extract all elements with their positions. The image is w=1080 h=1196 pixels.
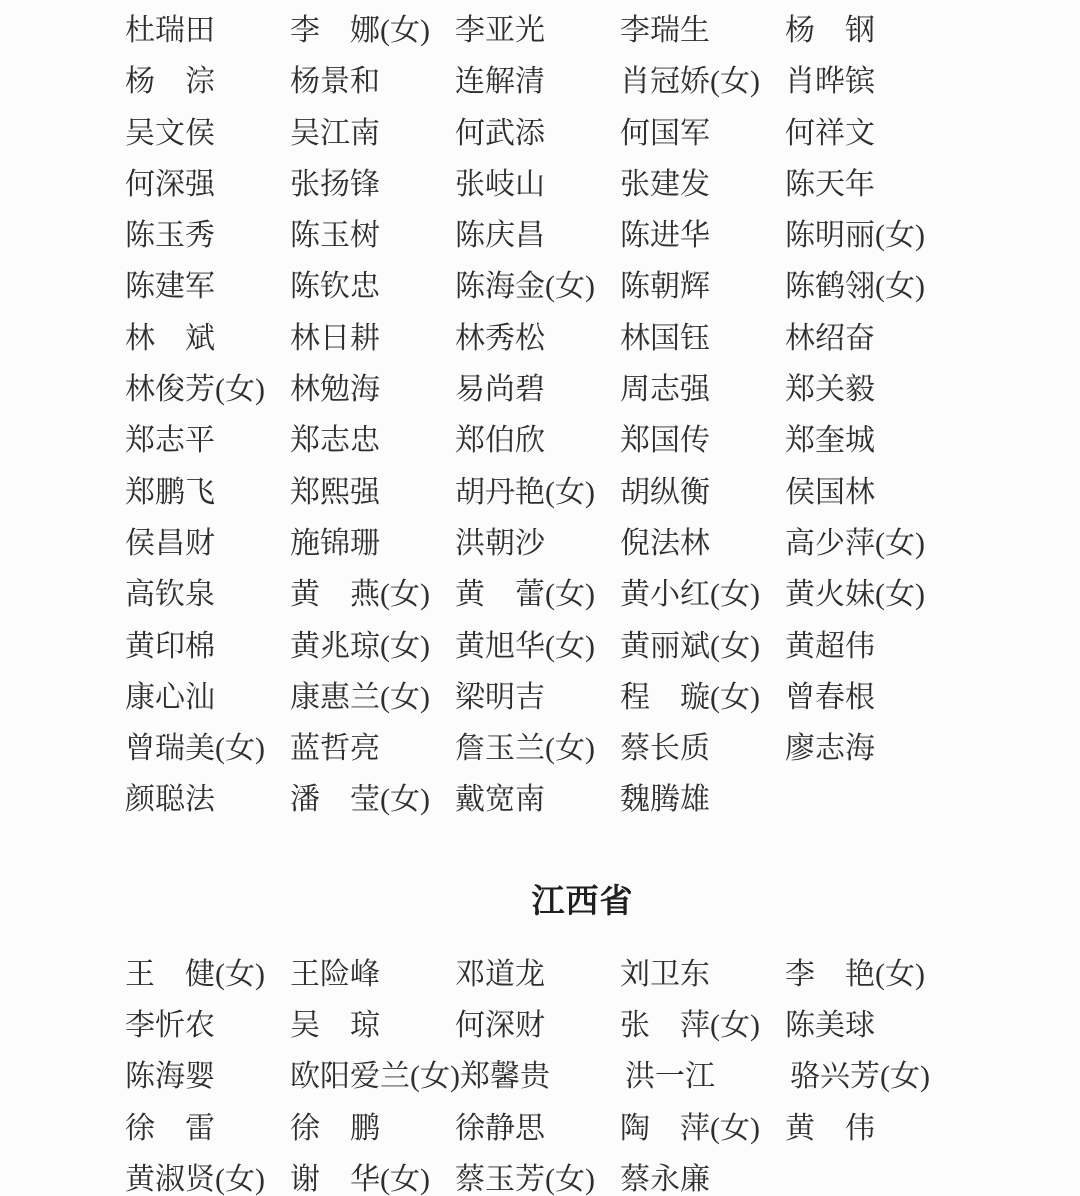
person-name: 魏腾雄 bbox=[620, 783, 710, 817]
name-row bbox=[125, 261, 1040, 312]
person-name: 杨景和 bbox=[290, 65, 380, 99]
person-name: 黄旭华(女) bbox=[455, 629, 595, 663]
person-name: 李亚光 bbox=[455, 14, 545, 47]
name-row bbox=[125, 518, 1040, 569]
person-name: 吴文侯 bbox=[125, 116, 215, 150]
name-row bbox=[125, 108, 1040, 159]
person-name: 戴宽南 bbox=[455, 783, 545, 817]
person-name: 陈庆昌 bbox=[455, 219, 545, 253]
name-row bbox=[125, 159, 1040, 210]
person-name: 何深财 bbox=[455, 1009, 545, 1043]
person-name: 陈建军 bbox=[125, 270, 215, 304]
person-name: 高少萍(女) bbox=[785, 526, 925, 560]
person-name: 陈进华 bbox=[620, 219, 710, 253]
person-name: 王险峰 bbox=[290, 957, 380, 991]
person-name: 曾春根 bbox=[785, 680, 875, 714]
person-name: 黄兆琼(女) bbox=[290, 629, 430, 663]
person-name: 蔡玉芳(女) bbox=[455, 1162, 595, 1196]
person-name: 林勉海 bbox=[290, 373, 380, 407]
name-row bbox=[125, 621, 1040, 672]
person-name: 黄 蕾(女) bbox=[455, 578, 595, 612]
person-name: 康惠兰(女) bbox=[290, 680, 430, 714]
person-name: 杨 钢 bbox=[785, 14, 875, 47]
person-name: 郑伯欣 bbox=[455, 424, 545, 458]
person-name: 侯国林 bbox=[785, 475, 875, 509]
person-name: 黄小红(女) bbox=[620, 578, 760, 612]
person-name: 黄 燕(女) bbox=[290, 578, 430, 612]
person-name: 徐 鹏 bbox=[290, 1111, 380, 1145]
name-row bbox=[125, 1154, 1040, 1196]
person-name: 梁明吉 bbox=[455, 680, 545, 714]
name-row bbox=[125, 723, 1040, 774]
person-name: 李瑞生 bbox=[620, 14, 710, 47]
person-name: 李忻农 bbox=[125, 1009, 215, 1043]
name-row bbox=[125, 1000, 1040, 1051]
person-name: 郑奎城 bbox=[785, 424, 875, 458]
person-name: 陈钦忠 bbox=[290, 270, 380, 304]
person-name: 何武添 bbox=[455, 116, 545, 150]
name-row bbox=[125, 210, 1040, 261]
person-name: 张扬锋 bbox=[290, 167, 380, 201]
person-name: 洪朝沙 bbox=[455, 526, 545, 560]
name-row bbox=[125, 1103, 1040, 1154]
person-name: 何深强 bbox=[125, 167, 215, 201]
person-name: 周志强 bbox=[620, 373, 710, 407]
person-name: 张 萍(女) bbox=[620, 1009, 760, 1043]
name-row bbox=[125, 949, 1040, 1000]
person-name: 廖志海 bbox=[785, 732, 875, 766]
name-row bbox=[125, 1051, 1040, 1102]
name-row bbox=[125, 569, 1040, 620]
person-name: 林 斌 bbox=[125, 321, 215, 355]
person-name: 陈天年 bbox=[785, 167, 875, 201]
name-row bbox=[125, 364, 1040, 415]
person-name: 谢 华(女) bbox=[290, 1162, 430, 1196]
name-list-section-2 bbox=[125, 949, 1040, 1196]
person-name: 陈明丽(女) bbox=[785, 219, 925, 253]
person-name: 胡丹艳(女) bbox=[455, 475, 595, 509]
person-name: 陈鹤翎(女) bbox=[785, 270, 925, 304]
person-name: 洪一江 bbox=[624, 1060, 715, 1094]
person-name: 潘 莹(女) bbox=[290, 783, 430, 817]
person-name: 蔡永廉 bbox=[620, 1162, 710, 1196]
person-name: 吴 琼 bbox=[290, 1009, 380, 1043]
name-list-section-1 bbox=[125, 5, 1040, 826]
person-name: 蔡长质 bbox=[620, 732, 710, 766]
person-name: 黄火妹(女) bbox=[785, 578, 925, 612]
person-name: 曾瑞美(女) bbox=[125, 732, 265, 766]
person-name: 康心汕 bbox=[125, 680, 215, 714]
person-name: 王 健(女) bbox=[125, 957, 265, 991]
person-name: 郑志平 bbox=[125, 424, 215, 458]
province-section-header: 江西省 bbox=[531, 881, 634, 919]
name-row bbox=[125, 774, 1040, 825]
person-name: 吴江南 bbox=[290, 116, 380, 150]
person-name: 郑熙强 bbox=[290, 475, 380, 509]
name-row bbox=[125, 672, 1040, 723]
person-name: 胡纵衡 bbox=[620, 475, 710, 509]
person-name: 李 艳(女) bbox=[785, 957, 925, 991]
person-name: 郑馨贵 bbox=[459, 1060, 550, 1094]
person-name: 陈美球 bbox=[785, 1009, 875, 1043]
person-name: 黄 伟 bbox=[785, 1111, 875, 1145]
person-name: 肖冠娇(女) bbox=[620, 65, 760, 99]
person-name: 陈朝辉 bbox=[620, 270, 710, 304]
person-name: 高钦泉 bbox=[125, 578, 215, 612]
person-name: 颜聪法 bbox=[125, 783, 215, 817]
person-name: 林秀松 bbox=[455, 321, 545, 355]
person-name: 何祥文 bbox=[785, 116, 875, 150]
person-name: 张建发 bbox=[620, 167, 710, 201]
person-name: 蓝哲亮 bbox=[290, 732, 380, 766]
person-name: 郑国传 bbox=[620, 424, 710, 458]
person-name: 倪法林 bbox=[620, 526, 710, 560]
person-name: 郑关毅 bbox=[785, 373, 875, 407]
person-name: 林国钰 bbox=[620, 321, 710, 355]
person-name: 欧阳爱兰(女) bbox=[290, 1060, 460, 1094]
person-name: 陈玉秀 bbox=[125, 219, 215, 253]
person-name: 何国军 bbox=[620, 116, 710, 150]
name-row bbox=[125, 415, 1040, 466]
person-name: 林俊芳(女) bbox=[125, 373, 265, 407]
person-name: 陈海金(女) bbox=[455, 270, 595, 304]
person-name: 杜瑞田 bbox=[125, 14, 215, 47]
person-name: 黄超伟 bbox=[785, 629, 875, 663]
name-row bbox=[125, 5, 1040, 56]
person-name: 徐 雷 bbox=[125, 1111, 215, 1145]
person-name: 杨 淙 bbox=[125, 65, 215, 99]
person-name: 詹玉兰(女) bbox=[455, 732, 595, 766]
person-name: 程 璇(女) bbox=[620, 680, 760, 714]
person-name: 林绍奋 bbox=[785, 321, 875, 355]
person-name: 连解清 bbox=[455, 65, 545, 99]
name-row bbox=[125, 313, 1040, 364]
person-name: 徐静思 bbox=[455, 1111, 545, 1145]
person-name: 施锦珊 bbox=[290, 526, 380, 560]
name-row bbox=[125, 56, 1040, 107]
person-name: 刘卫东 bbox=[620, 957, 710, 991]
person-name: 陈海婴 bbox=[125, 1060, 215, 1094]
person-name: 黄丽斌(女) bbox=[620, 629, 760, 663]
person-name: 易尚碧 bbox=[455, 373, 545, 407]
person-name: 邓道龙 bbox=[455, 957, 545, 991]
person-name: 黄印棉 bbox=[125, 629, 215, 663]
person-name: 骆兴芳(女) bbox=[789, 1060, 930, 1094]
person-name: 张岐山 bbox=[455, 167, 545, 201]
person-name: 郑志忠 bbox=[290, 424, 380, 458]
person-name: 李 娜(女) bbox=[290, 14, 430, 47]
person-name: 黄淑贤(女) bbox=[125, 1162, 265, 1196]
person-name: 陈玉树 bbox=[290, 219, 380, 253]
person-name: 陶 萍(女) bbox=[620, 1111, 760, 1145]
name-row bbox=[125, 467, 1040, 518]
person-name: 侯昌财 bbox=[125, 526, 215, 560]
person-name: 郑鹏飞 bbox=[125, 475, 215, 509]
person-name: 林日耕 bbox=[290, 321, 380, 355]
person-name: 肖晔镔 bbox=[785, 65, 875, 99]
